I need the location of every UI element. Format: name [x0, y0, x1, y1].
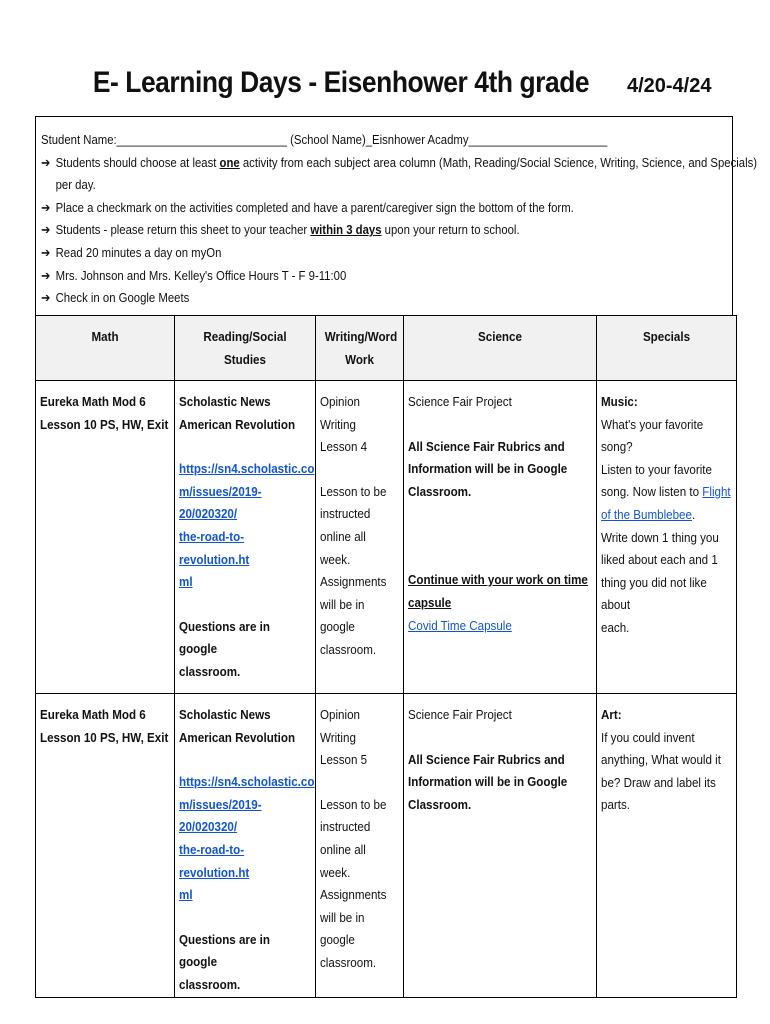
instruction-text: Read 20 minutes a day on myOn: [55, 244, 222, 260]
instruction-text: upon your return to school.: [381, 222, 520, 238]
scholastic-link[interactable]: https://sn4.scholastic.co m/issues/2019-20/020320/ the-road-to-revolution.ht ml: [179, 461, 315, 590]
science-cell: Science Fair Project All Science Fair Rubrics and Information will be in Google Classroom.: [404, 694, 597, 998]
instructions-box: [35, 116, 758, 316]
instruction-item: [41, 287, 730, 310]
science-cell: Science Fair Project All Science Fair Rubrics and Information will be in Google Classroom. Continue with your work on time capsule Covid Time Capsule: [404, 381, 597, 694]
specials-cell: Music: What's your favorite song? Listen to your favorite song. Now listen to Flight of the Bumblebee. Write down 1 thing you liked about each and 1 thing you did not like about each.: [597, 381, 737, 694]
math-cell: Eureka Math Mod 6 Lesson 10 PS, HW, Exit: [36, 381, 175, 694]
arrow-icon: ➔: [41, 267, 51, 283]
writing-cell: Opinion Writing Lesson 4 Lesson to be instructed online all week. Assignments will be in google classroom.: [316, 381, 404, 694]
table-row: [36, 694, 737, 998]
page-title: [0, 66, 770, 100]
bumblebee-link[interactable]: Flight: [702, 484, 731, 500]
instruction-text: activity from each subject area column (Math, Reading/Social Science, Writing, Science, and Specials): [239, 154, 758, 170]
bumblebee-link[interactable]: of the Bumblebee: [601, 506, 692, 522]
instruction-item: [41, 152, 758, 197]
instruction-list: [41, 152, 758, 310]
time-capsule-link[interactable]: Covid Time Capsule: [408, 617, 512, 633]
header-specials: Specials: [597, 316, 737, 381]
instruction-item: [41, 219, 730, 242]
instruction-text: Students should choose at least: [55, 154, 220, 170]
arrow-icon: ➔: [41, 244, 51, 260]
activity-table: [35, 315, 737, 998]
student-name-line: Student Name:___________________________ (School Name)_Eisnhower Acadmy______________________: [41, 132, 608, 147]
instruction-text: Place a checkmark on the activities completed and have a parent/caregiver sign the bottom of the form.: [55, 199, 574, 215]
title-main: E- Learning Days - Eisenhower 4th grade: [92, 66, 589, 99]
reading-cell: Scholastic News American Revolution https://sn4.scholastic.co m/issues/2019-20/020320/ the-road-to-revolution.ht ml Questions are in google classroom.: [175, 381, 316, 694]
instruction-text: Check in on Google Meets: [55, 290, 190, 306]
header-row: [36, 316, 737, 381]
instruction-continued: per day.: [55, 177, 96, 193]
instruction-emphasis: one: [219, 154, 240, 170]
table-row: [36, 381, 737, 694]
instruction-item: [41, 265, 730, 288]
math-cell: Eureka Math Mod 6 Lesson 10 PS, HW, Exit: [36, 694, 175, 998]
instruction-item: [41, 197, 730, 220]
header-writing: Writing/Word Work: [316, 316, 404, 381]
instruction-emphasis: within 3 days: [310, 222, 382, 238]
instruction-text: Mrs. Johnson and Mrs. Kelley's Office Hours T - F 9-11:00: [55, 267, 347, 283]
header-math: Math: [36, 316, 175, 381]
arrow-icon: ➔: [41, 222, 51, 238]
header-science: Science: [404, 316, 597, 381]
title-dates: 4/20-4/24: [626, 75, 712, 97]
scholastic-link[interactable]: https://sn4.scholastic.co m/issues/2019-20/020320/ the-road-to-revolution.ht ml: [179, 774, 315, 903]
arrow-icon: ➔: [41, 154, 51, 170]
arrow-icon: ➔: [41, 199, 51, 215]
instruction-text: Students - please return this sheet to your teacher: [55, 222, 311, 238]
instruction-item: [41, 242, 730, 265]
arrow-icon: ➔: [41, 290, 51, 306]
header-reading: Reading/Social Studies: [175, 316, 316, 381]
writing-cell: Opinion Writing Lesson 5 Lesson to be instructed online all week. Assignments will be in google classroom.: [316, 694, 404, 998]
specials-cell: Art: If you could invent anything, What would it be? Draw and label its parts.: [597, 694, 737, 998]
reading-cell: Scholastic News American Revolution https://sn4.scholastic.co m/issues/2019-20/020320/ the-road-to-revolution.ht ml Questions are in google classroom.: [175, 694, 316, 998]
